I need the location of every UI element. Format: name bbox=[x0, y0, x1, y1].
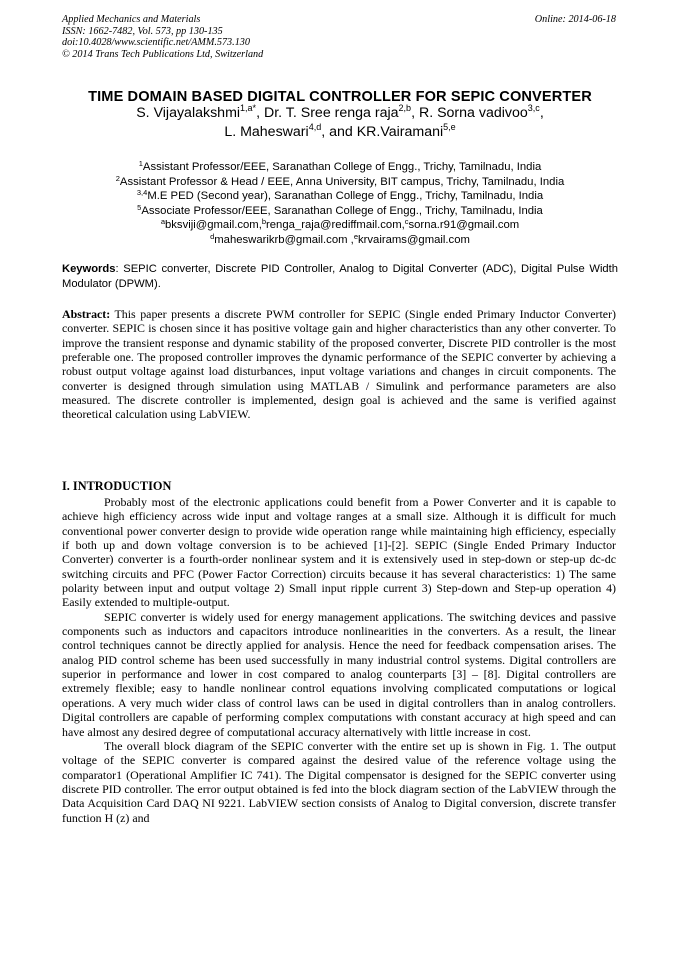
author-name: Dr. T. Sree renga raja bbox=[263, 105, 399, 121]
doi-line[interactable]: doi:10.4028/www.scientific.net/AMM.573.130 bbox=[62, 37, 250, 49]
email-link[interactable]: krvairams@gmail.com bbox=[357, 233, 470, 246]
email-sup: d bbox=[210, 231, 215, 241]
email-link[interactable]: renga_raja@rediffmail.com, bbox=[266, 219, 405, 232]
author-sup: 1,a* bbox=[240, 103, 257, 113]
keywords-text: : SEPIC converter, Discrete PID Controller, Analog to Digital Converter (ADC), Digital Pulse Width Modulator (DPWM). bbox=[62, 263, 618, 291]
copyright-line: © 2014 Trans Tech Publications Ltd, Switzerland bbox=[62, 48, 264, 60]
author-sup: 4,d bbox=[308, 122, 322, 132]
affiliation-list bbox=[62, 160, 618, 248]
email-line-2 bbox=[62, 233, 618, 248]
email-link[interactable]: sorna.r91@gmail.com bbox=[408, 219, 520, 232]
abstract-block bbox=[62, 307, 616, 422]
abstract-text: This paper presents a discrete PWM controller for SEPIC (Single ended Primary Inductor Converter) converter. SEPIC is chosen since it has positive voltage gain and higher characteristics than any other converter. To improve the transient response and dynamic stability of the proposed converter, Discrete PID controller is the most preferable one. The proposed controller improves the dynamic performance of the SEPIC converter by achieving a robust output voltage against load disturbances, input voltage variations and changes in circuit components. The converter is designed through simulation using MATLAB / Simulink and performance parameters are also measured. The discrete controller is implemented, design goal is achieved and the same is verified against theoretical calculation using LabVIEW. bbox=[62, 307, 616, 422]
affiliation-text: Assistant Professor/EEE, Saranathan College of Engg., Trichy, Tamilnadu, India bbox=[142, 161, 542, 173]
author-separator: , bbox=[411, 105, 419, 121]
affiliation-item bbox=[62, 189, 618, 204]
affiliation-text: M.E PED (Second year), Saranathan College of Engg., Trichy, Tamilnadu, India bbox=[147, 190, 544, 203]
journal-name: Applied Mechanics and Materials bbox=[62, 14, 201, 25]
paragraph: The overall block diagram of the SEPIC converter with the entire set up is shown in Fig. 1. The output voltage of the SEPIC converter is compared against the desired value of the reference voltage using the comparator1 (Operational Amplifier IC 741). The Digital compensator is designed for the SEPIC converter using discrete PID controller. The error output obtained is fed into the block diagram section of the LabVIEW through the Data Acquisition Card DAQ NI 9221. LabVIEW section consists of Analog to Digital conversion, discrete transfer function H (z) and bbox=[62, 738, 616, 825]
affiliation-text: Associate Professor/EEE, Saranathan College of Engg., Trichy, Tamilnadu, India bbox=[141, 204, 543, 217]
introduction-body bbox=[62, 495, 616, 825]
issn-line: ISSN: 1662-7482, Vol. 573, pp 130-135 bbox=[62, 25, 223, 37]
email-sup: e bbox=[353, 231, 358, 241]
author-line-1 bbox=[62, 104, 618, 123]
email-sup: b bbox=[261, 217, 267, 227]
author-name: KR.Vairamani bbox=[356, 124, 444, 140]
email-line-1 bbox=[62, 218, 618, 233]
author-name: L. Maheswari bbox=[224, 124, 309, 140]
author-separator: , bbox=[539, 105, 544, 121]
journal-header bbox=[62, 14, 618, 60]
author-separator: , and bbox=[321, 124, 357, 140]
email-sup: a bbox=[160, 217, 165, 227]
affiliation-item bbox=[62, 160, 618, 175]
paragraph: Probably most of the electronic applications could benefit from a Power Converter and it is capable to achieve high efficiency across wide input and voltage ranges at a small size. Although it is difficult for much conventional power converter design to provide wide operation range while maintaining high efficiency, especially if both up and down voltage conversion is to be achieved [1]-[2]. SEPIC (Single Ended Primary Inductor Converter) converter is a fourth-order nonlinear system and it is extensively used in step-down or step-up dc-dc switching circuits and PFC (Power Factor Correction) circuits because it has several characteristics: 1) The same polarity between input and output voltage 2) Small input ripple current 3) Step-down and Step-up operation 4) Easily extended to multiple-output. bbox=[62, 495, 616, 610]
paragraph: SEPIC converter is widely used for energy management applications. The switching devices and passive components such as inductors and capacitors introduce nonlinearities in the converters. As a result, the linear control techniques cannot be directly applied for analysis. Hence the need for feedback compensation arises. The analog PID control scheme has been used successfully in many industrial control systems. Digital controllers are superior in performance and lower in cost compared to analog counterparts [3] – [8]. Digital controllers are extremely flexible; easy to handle nonlinear control equations involving complicated computations or logical operations. A very much wider class of control laws can be used in digital controllers than in analog controllers. Digital controllers are capable of performing complex computations with constant accuracy at high speed and can have almost any desired degree of computational accuracy alternatively with little increase in cost. bbox=[62, 609, 616, 739]
keywords-block bbox=[62, 262, 618, 292]
abstract-label: Abstract: bbox=[62, 307, 111, 321]
author-line-2 bbox=[62, 123, 618, 142]
section-heading: I. INTRODUCTION bbox=[62, 479, 172, 493]
author-sup: 2,b bbox=[398, 103, 412, 113]
author-list bbox=[62, 104, 618, 142]
affiliation-item bbox=[62, 175, 618, 190]
affiliation-sup: 5 bbox=[137, 202, 142, 212]
email-sup: c bbox=[404, 217, 409, 227]
affiliation-text: Assistant Professor & Head / EEE, Anna University, BIT campus, Trichy, Tamilnadu, India bbox=[119, 175, 565, 188]
affiliation-sup: 3,4 bbox=[136, 188, 148, 198]
author-separator: , bbox=[256, 105, 264, 121]
author-name: S. Vijayalakshmi bbox=[136, 105, 241, 121]
affiliation-item bbox=[62, 204, 618, 219]
paper-title: TIME DOMAIN BASED DIGITAL CONTROLLER FOR SEPIC CONVERTER bbox=[88, 89, 592, 105]
affiliation-sup: 1 bbox=[138, 159, 143, 168]
affiliation-sup: 2 bbox=[115, 173, 120, 183]
author-sup: 5,e bbox=[443, 122, 456, 132]
online-date: Online: 2014-06-18 bbox=[534, 14, 616, 25]
keywords-label: Keywords bbox=[62, 263, 116, 275]
author-sup: 3,c bbox=[527, 103, 540, 113]
email-link[interactable]: maheswarikrb@gmail.com , bbox=[214, 233, 354, 246]
email-link[interactable]: bksviji@gmail.com, bbox=[165, 219, 262, 232]
author-name: R. Sorna vadivoo bbox=[418, 105, 528, 121]
